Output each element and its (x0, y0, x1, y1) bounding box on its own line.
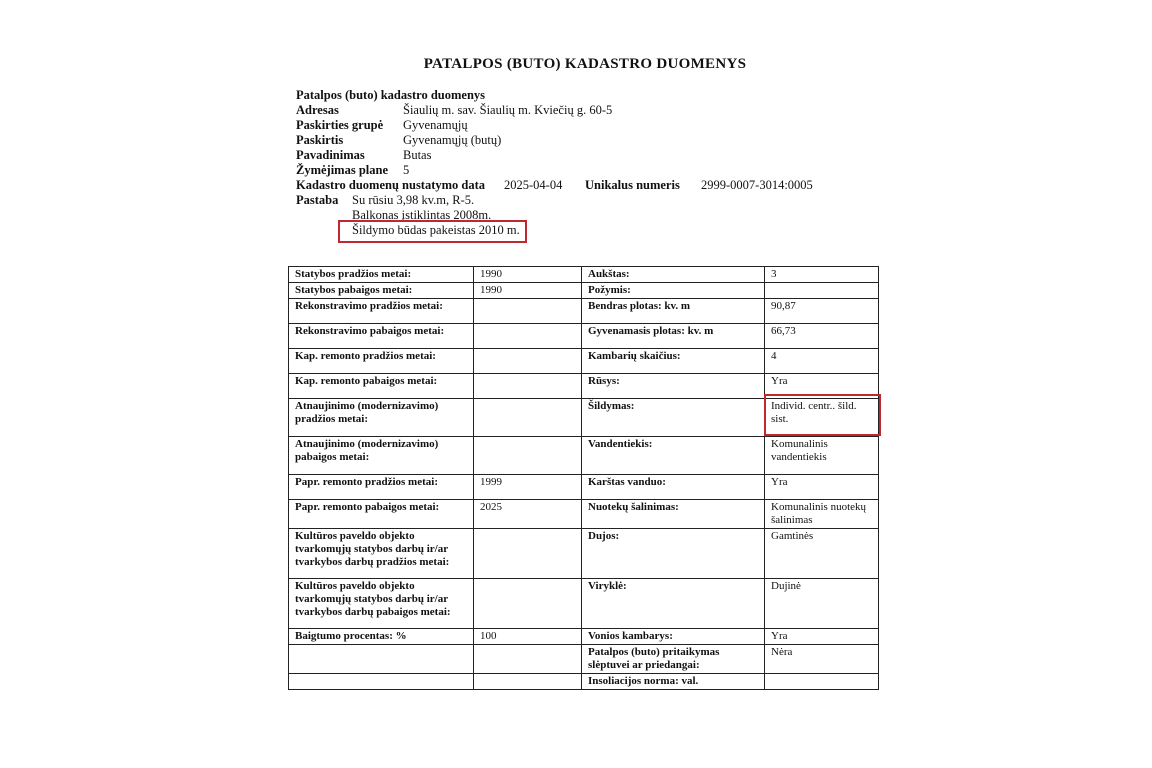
purpose-group-label: Paskirties grupė (296, 118, 384, 132)
row-label-right: Vonios kambarys: (582, 629, 765, 645)
name-value: Butas (403, 148, 432, 162)
row-value-left (474, 324, 582, 349)
row-label-right: Bendras plotas: kv. m (582, 299, 765, 324)
row-value-right (765, 674, 879, 690)
row-value-right: Yra (765, 629, 879, 645)
table-row (289, 500, 879, 529)
row-label-left: Kultūros paveldo objekto tvarkomųjų statybos darbų ir/ar tvarkybos darbų pabaigos metai: (289, 579, 474, 629)
row-value-left: 1999 (474, 475, 582, 500)
row-label-right: Aukštas: (582, 267, 765, 283)
row-label-right: Viryklė: (582, 579, 765, 629)
row-value-right: Komunalinis vandentiekis (765, 437, 879, 475)
row-label-left: Rekonstravimo pradžios metai: (289, 299, 474, 324)
row-label-left: Kap. remonto pradžios metai: (289, 349, 474, 374)
row-label-left: Kap. remonto pabaigos metai: (289, 374, 474, 399)
note-line-2: Balkonas įstiklintas 2008m. (352, 208, 492, 222)
row-value-right: Yra (765, 374, 879, 399)
row-value-left: 100 (474, 629, 582, 645)
table-row (289, 529, 879, 579)
note-line-1: Su rūsiu 3,98 kv.m, R-5. (352, 193, 475, 207)
row-label-left: Atnaujinimo (modernizavimo) pabaigos metai: (289, 437, 474, 475)
table-row (289, 324, 879, 349)
row-label-left: Baigtumo procentas: % (289, 629, 474, 645)
row-label-left: Papr. remonto pabaigos metai: (289, 500, 474, 529)
heating-highlight-box (764, 394, 881, 436)
table-row (289, 437, 879, 475)
row-label-left: Papr. remonto pradžios metai: (289, 475, 474, 500)
row-value-left: 2025 (474, 500, 582, 529)
section-heading: Patalpos (buto) kadastro duomenys (296, 88, 486, 102)
row-label-left: Statybos pabaigos metai: (289, 283, 474, 299)
row-value-left (474, 645, 582, 674)
row-value-left: 1990 (474, 267, 582, 283)
plan-marking-value: 5 (403, 163, 410, 177)
table-row (289, 267, 879, 283)
table-row (289, 579, 879, 629)
row-value-right: Gamtinės (765, 529, 879, 579)
row-value-right: Dujinė (765, 579, 879, 629)
row-value-left (474, 529, 582, 579)
note-highlight-box (338, 220, 527, 243)
document-title: PATALPOS (BUTO) KADASTRO DUOMENYS (423, 56, 747, 72)
row-label-left: Rekonstravimo pabaigos metai: (289, 324, 474, 349)
row-value-right: 3 (765, 267, 879, 283)
row-label-right: Nuotekų šalinimas: (582, 500, 765, 529)
row-value-left (474, 349, 582, 374)
row-label-right: Dujos: (582, 529, 765, 579)
row-value-right: Komunalinis nuotekų šalinimas (765, 500, 879, 529)
row-label-left (289, 645, 474, 674)
table-row (289, 629, 879, 645)
unique-number-value: 2999-0007-3014:0005 (701, 178, 813, 192)
row-label-right: Gyvenamasis plotas: kv. m (582, 324, 765, 349)
row-label-right: Šildymas: (582, 399, 765, 437)
row-label-left: Statybos pradžios metai: (289, 267, 474, 283)
row-value-right (765, 283, 879, 299)
plan-marking-label: Žymėjimas plane (296, 163, 389, 177)
row-value-right: Yra (765, 475, 879, 500)
row-label-right: Patalpos (buto) pritaikymas slėptuvei ar priedangai: (582, 645, 765, 674)
row-value-left (474, 399, 582, 437)
table-row (289, 674, 879, 690)
table-row (289, 283, 879, 299)
table-row (289, 299, 879, 324)
row-value-left (474, 674, 582, 690)
row-value-left (474, 437, 582, 475)
table-row (289, 645, 879, 674)
address-label: Adresas (296, 103, 339, 117)
row-label-right: Rūsys: (582, 374, 765, 399)
unique-number-label: Unikalus numeris (585, 178, 680, 192)
address-value: Šiaulių m. sav. Šiaulių m. Kviečių g. 60-5 (403, 103, 613, 117)
table-row (289, 349, 879, 374)
row-label-right: Insoliacijos norma: val. (582, 674, 765, 690)
row-value-left (474, 374, 582, 399)
name-label: Pavadinimas (296, 148, 365, 162)
row-label-right: Kambarių skaičius: (582, 349, 765, 374)
row-value-left (474, 579, 582, 629)
row-label-left: Kultūros paveldo objekto tvarkomųjų statybos darbų ir/ar tvarkybos darbų pradžios metai: (289, 529, 474, 579)
purpose-label: Paskirtis (296, 133, 344, 147)
purpose-value: Gyvenamųjų (butų) (403, 133, 502, 147)
row-label-right: Karštas vanduo: (582, 475, 765, 500)
row-label-right: Požymis: (582, 283, 765, 299)
purpose-group-value: Gyvenamųjų (403, 118, 468, 132)
row-label-left (289, 674, 474, 690)
note-label: Pastaba (296, 193, 339, 207)
property-details-table (288, 266, 879, 690)
row-value-right: Nėra (765, 645, 879, 674)
note-line-3: Šildymo būdas pakeistas 2010 m. (352, 223, 520, 237)
row-value-right: 90,87 (765, 299, 879, 324)
date-value: 2025-04-04 (504, 178, 563, 192)
row-value-right: 4 (765, 349, 879, 374)
row-value-left: 1990 (474, 283, 582, 299)
row-value-right: 66,73 (765, 324, 879, 349)
row-label-right: Vandentiekis: (582, 437, 765, 475)
row-label-left: Atnaujinimo (modernizavimo) pradžios metai: (289, 399, 474, 437)
row-value-left (474, 299, 582, 324)
date-label: Kadastro duomenų nustatymo data (296, 178, 486, 192)
row-value-right: Individ. centr.. šild. sist. (765, 399, 879, 437)
table-row (289, 475, 879, 500)
